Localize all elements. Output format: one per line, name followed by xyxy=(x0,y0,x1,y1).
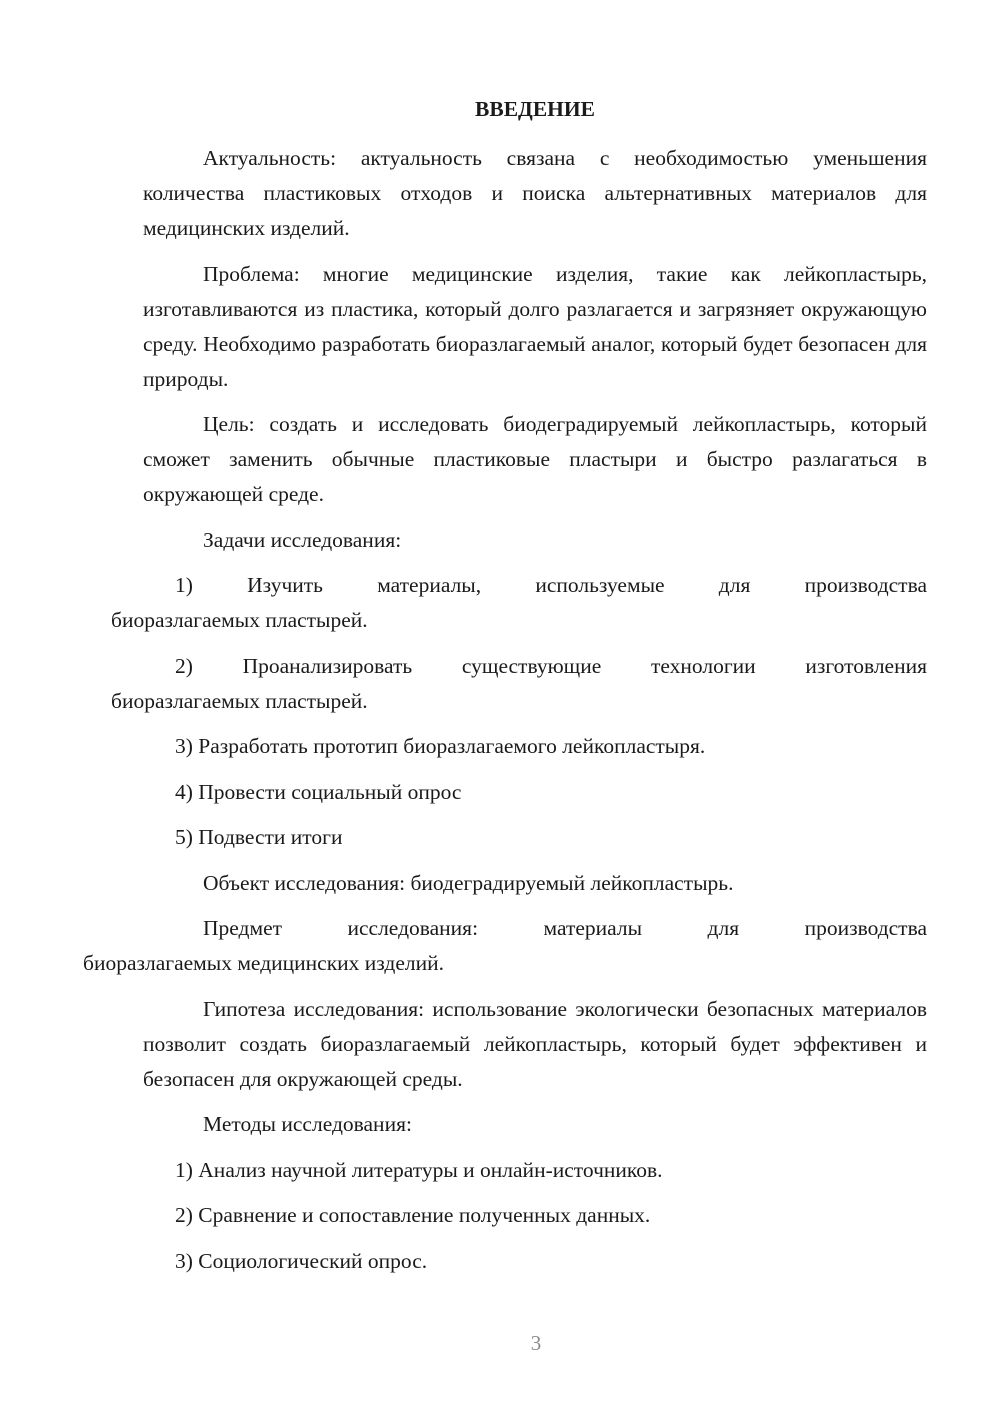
method-item-1: 1) Анализ научной литературы и онлайн-источников. xyxy=(175,1157,663,1182)
method-item-2: 2) Сравнение и сопоставление полученных данных. xyxy=(175,1203,651,1227)
task-item-4: 4) Провести социальный опрос xyxy=(175,779,462,804)
methods-heading: Методы исследования: xyxy=(203,1112,412,1136)
task-item-3: 3) Разработать прототип биоразлагаемого лейкопластыря. xyxy=(175,734,706,758)
method-item-3: 3) Социологический опрос. xyxy=(175,1248,428,1273)
task-item-2-line2: биоразлагаемых пластырей. xyxy=(111,688,368,713)
task-item-1-line1: 1) Изучить материалы, используемые для производства xyxy=(175,573,927,597)
page-title: ВВЕДЕНИЕ xyxy=(475,97,595,121)
subject-paragraph xyxy=(83,911,927,981)
goal-paragraph: Цель: создать и исследовать биодеградируемый лейкопластырь, который сможет заменить обычные пластиковые пластыри и быстро разлагаться в окружающей среде. xyxy=(143,412,927,506)
task-item-2-line1: 2) Проанализировать существующие технологии изготовления xyxy=(175,653,927,678)
tasks-heading: Задачи исследования: xyxy=(203,527,402,552)
task-item-5: 5) Подвести итоги xyxy=(175,825,343,849)
subject-line-1: Предмет исследования: материалы для производства xyxy=(203,916,927,940)
subject-line-2: биоразлагаемых медицинских изделий. xyxy=(83,951,444,975)
task-item-1-line2: биоразлагаемых пластырей. xyxy=(111,608,368,632)
object-paragraph: Объект исследования: биодеградируемый лейкопластырь. xyxy=(203,870,734,895)
problem-paragraph: Проблема: многие медицинские изделия, такие как лейкопластырь, изготавливаются из пластика, который долго разлагается и загрязняет окружающую среду. Необходимо разработать биоразлагаемый аналог, который будет безопасен для природы. xyxy=(143,261,927,391)
task-item-1 xyxy=(111,568,927,638)
task-item-2 xyxy=(111,649,927,719)
hypothesis-paragraph: Гипотеза исследования: использование экологически безопасных материалов позволит создать биоразлагаемый лейкопластырь, который будет эффективен и безопасен для окружающей среды. xyxy=(143,996,927,1091)
page-number: 3 xyxy=(530,1331,542,1355)
page-content xyxy=(83,94,927,1289)
relevance-paragraph: Актуальность: актуальность связана с необходимостью уменьшения количества пластиковых отходов и поиска альтернативных материалов для медицинских изделий. xyxy=(143,146,927,240)
